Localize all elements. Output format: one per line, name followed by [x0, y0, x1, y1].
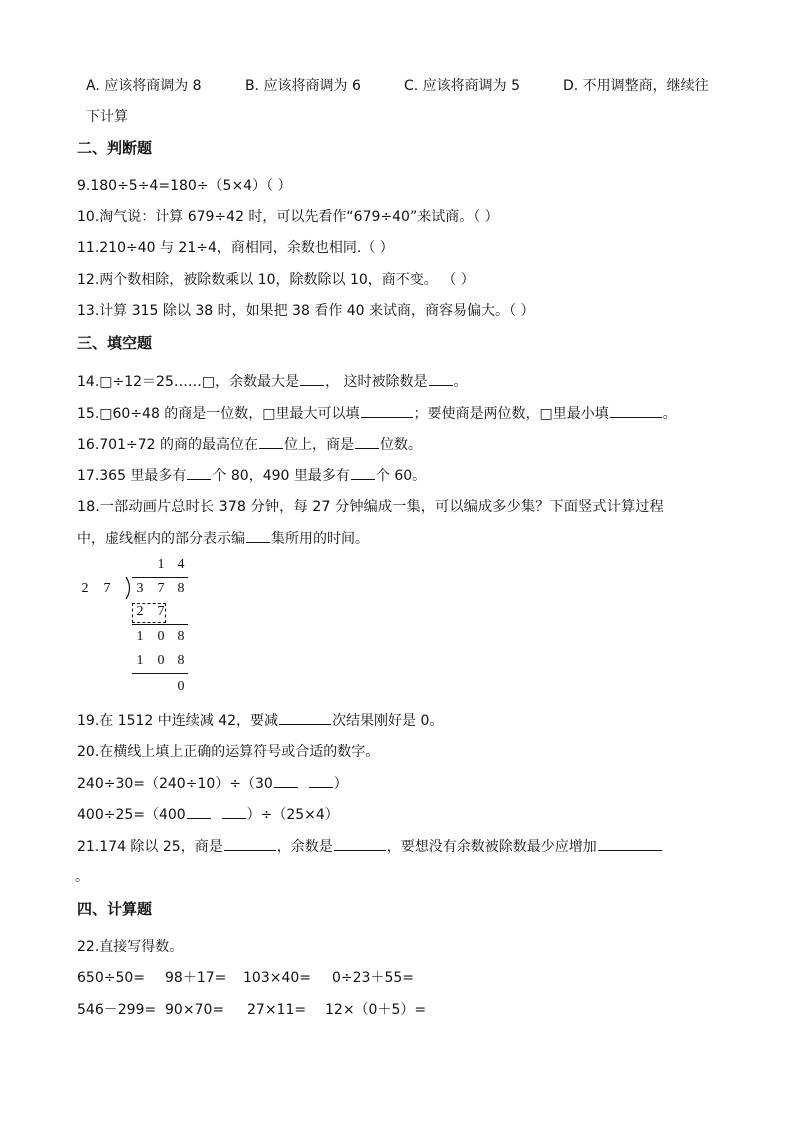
- q8-options: [0, 76, 794, 98]
- answer-blank[interactable]: [429, 371, 453, 386]
- answer-blank[interactable]: [279, 710, 331, 725]
- q8-option-d: D. 不用调整商，继续往: [563, 78, 709, 94]
- answer-blank[interactable]: [224, 836, 276, 851]
- section4-title: 四、计算题: [77, 900, 153, 918]
- question-16: 16.701÷72 的商的最高位在 位上，商是 位数。: [77, 434, 422, 455]
- remainder-digit: 1: [136, 629, 144, 644]
- q8-option-c: C. 应该将商调为 5: [404, 78, 521, 94]
- question-20-item1: 240÷30=（240÷10）÷（30 ）: [77, 773, 348, 794]
- division-bar: [132, 577, 188, 578]
- product-digit: 7: [157, 604, 165, 619]
- product-digit: 0: [157, 653, 165, 668]
- dividend-digit: 8: [177, 581, 185, 596]
- question-10: 10.淘气说：计算 679÷42 时，可以先看作“679÷40”来试商。（ ）: [77, 209, 499, 225]
- answer-blank[interactable]: [222, 804, 246, 819]
- question-18-line2: 中，虚线框内的部分表示编 集所用的时间。: [77, 528, 369, 549]
- question-15: 15.□60÷48 的商是一位数，□里最大可以填 ；要使商是两位数，□里最小填 。: [77, 403, 677, 424]
- q8-option-b: B. 应该将商调为 6: [245, 78, 361, 94]
- answer-blank[interactable]: [355, 434, 379, 449]
- calc-item: 546－299=: [77, 1002, 157, 1018]
- question-21-end: 。: [75, 869, 89, 885]
- answer-blank[interactable]: [246, 528, 270, 543]
- question-17: 17.365 里最多有 个 80，490 里最多有 个 60。: [77, 465, 426, 486]
- calc-item: 12×（0＋5）=: [325, 1002, 427, 1018]
- question-22: 22.直接写得数。: [77, 939, 184, 955]
- section2-title: 二、判断题: [77, 139, 153, 157]
- product-digit: 1: [136, 653, 144, 668]
- calc-item: 0÷23＋55=: [332, 970, 414, 986]
- question-19: 19.在 1512 中连续减 42，要减 次结果刚好是 0。: [77, 710, 443, 731]
- product-digit: 2: [136, 604, 144, 619]
- quotient-digit: 1: [157, 557, 165, 572]
- answer-blank[interactable]: [361, 403, 413, 418]
- calc-item: 103×40=: [243, 970, 311, 986]
- answer-blank[interactable]: [187, 465, 211, 480]
- calc-item: 98＋17=: [165, 970, 227, 986]
- answer-blank[interactable]: [334, 836, 386, 851]
- answer-blank[interactable]: [187, 804, 211, 819]
- answer-blank[interactable]: [309, 773, 333, 788]
- subtraction-line: [132, 673, 188, 674]
- calc-item: 27×11=: [247, 1002, 307, 1018]
- final-remainder: 0: [177, 679, 185, 694]
- question-21: 21.174 除以 25，商是 ，余数是 ，要想没有余数被除数最少应增加: [77, 836, 663, 857]
- question-13: 13.计算 315 除以 38 时，如果把 38 看作 40 来试商，商容易偏大。（ ）: [77, 303, 535, 319]
- dividend-digit: 3: [136, 581, 144, 596]
- question-20-item2: 400÷25=（400 ）÷（25×4）: [77, 804, 339, 825]
- answer-blank[interactable]: [351, 465, 375, 480]
- q8-option-d-continued: 下计算: [86, 109, 128, 125]
- answer-blank[interactable]: [259, 434, 283, 449]
- divisor-digit: 2: [81, 581, 89, 596]
- calc-item: 650÷50=: [77, 970, 145, 986]
- answer-blank[interactable]: [598, 836, 662, 851]
- question-11: 11.210÷40 与 21÷4，商相同，余数也相同.（ ）: [77, 240, 394, 256]
- quotient-digit: 4: [177, 557, 185, 572]
- answer-blank[interactable]: [274, 773, 298, 788]
- question-14: 14.□÷12＝25……□，余数最大是 ， 这时被除数是 。: [77, 371, 468, 392]
- question-20: 20.在横线上填上正确的运算符号或合适的数字。: [77, 744, 380, 760]
- product-digit: 8: [177, 653, 185, 668]
- remainder-digit: 8: [177, 629, 185, 644]
- answer-blank[interactable]: [300, 371, 324, 386]
- question-18-line1: 18.一部动画片总时长 378 分钟，每 27 分钟编成一集，可以编成多少集？下面竖式计算过程: [77, 499, 664, 515]
- long-division: [70, 555, 200, 700]
- calc-item: 90×70=: [165, 1002, 225, 1018]
- question-12: 12.两个数相除，被除数乘以 10，除数除以 10，商不变。 （ ）: [77, 272, 475, 288]
- q8-option-a: A. 应该将商调为 8: [86, 78, 202, 94]
- remainder-digit: 0: [157, 629, 165, 644]
- dividend-digit: 7: [157, 581, 165, 596]
- question-9: 9.180÷5÷4=180÷（5×4）（ ）: [77, 178, 292, 194]
- section3-title: 三、填空题: [77, 334, 153, 352]
- divisor-digit: 7: [103, 581, 111, 596]
- answer-blank[interactable]: [610, 403, 662, 418]
- subtraction-line: [132, 624, 188, 625]
